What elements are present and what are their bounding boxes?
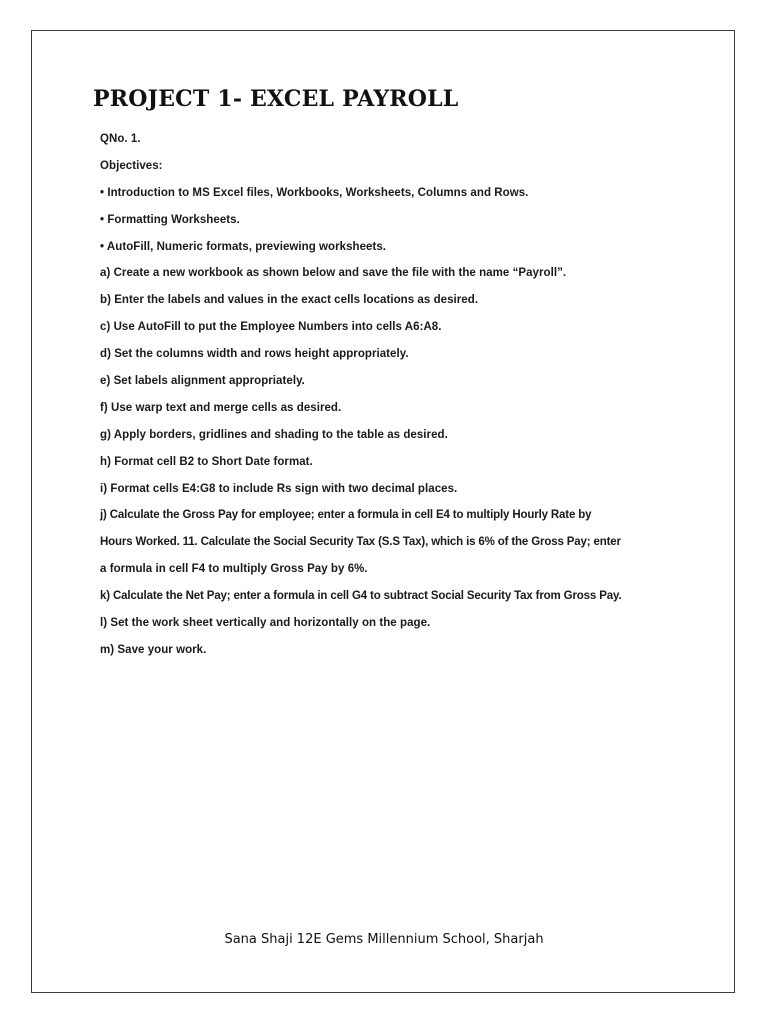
instruction-b: b) Enter the labels and values in the exact cells locations as desired. <box>100 294 479 307</box>
instruction-i: i) Format cells E4:G8 to include Rs sign with two decimal places. <box>100 482 458 495</box>
objective-item: • AutoFill, Numeric formats, previewing worksheets. <box>100 240 387 253</box>
page-footer: Sana Shaji 12E Gems Millennium School, Sharjah <box>224 932 544 947</box>
instruction-a: a) Create a new workbook as shown below and save the file with the name “Payroll”. <box>100 267 567 280</box>
instruction-c: c) Use AutoFill to put the Employee Numbers into cells A6:A8. <box>100 321 442 334</box>
instruction-j: j) Calculate the Gross Pay for employee; enter a formula in cell E4 to multiply Hourly Rate by <box>100 509 592 522</box>
instruction-j-continued: Hours Worked. 11. Calculate the Social Security Tax (S.S Tax), which is 6% of the Gross Pay; enter <box>100 536 621 549</box>
instruction-g: g) Apply borders, gridlines and shading to the table as desired. <box>100 428 448 441</box>
instruction-m: m) Save your work. <box>100 643 207 656</box>
instruction-f: f) Use warp text and merge cells as desired. <box>100 401 342 414</box>
document-title: PROJECT 1- EXCEL PAYROLL <box>93 86 459 112</box>
instruction-d: d) Set the columns width and rows height appropriately. <box>100 348 409 361</box>
instruction-e: e) Set labels alignment appropriately. <box>100 375 305 388</box>
objective-item: • Formatting Worksheets. <box>100 213 240 226</box>
instruction-l: l) Set the work sheet vertically and horizontally on the page. <box>100 617 431 630</box>
instruction-j-continued: a formula in cell F4 to multiply Gross Pay by 6%. <box>100 563 368 576</box>
objectives-heading: Objectives: <box>100 159 163 172</box>
instruction-k: k) Calculate the Net Pay; enter a formula in cell G4 to subtract Social Security Tax from Gross Pay. <box>100 590 622 603</box>
instructions-body <box>100 126 680 664</box>
instruction-h: h) Format cell B2 to Short Date format. <box>100 455 313 468</box>
question-number: QNo. 1. <box>100 133 141 145</box>
objective-item: • Introduction to MS Excel files, Workbooks, Worksheets, Columns and Rows. <box>100 186 529 199</box>
